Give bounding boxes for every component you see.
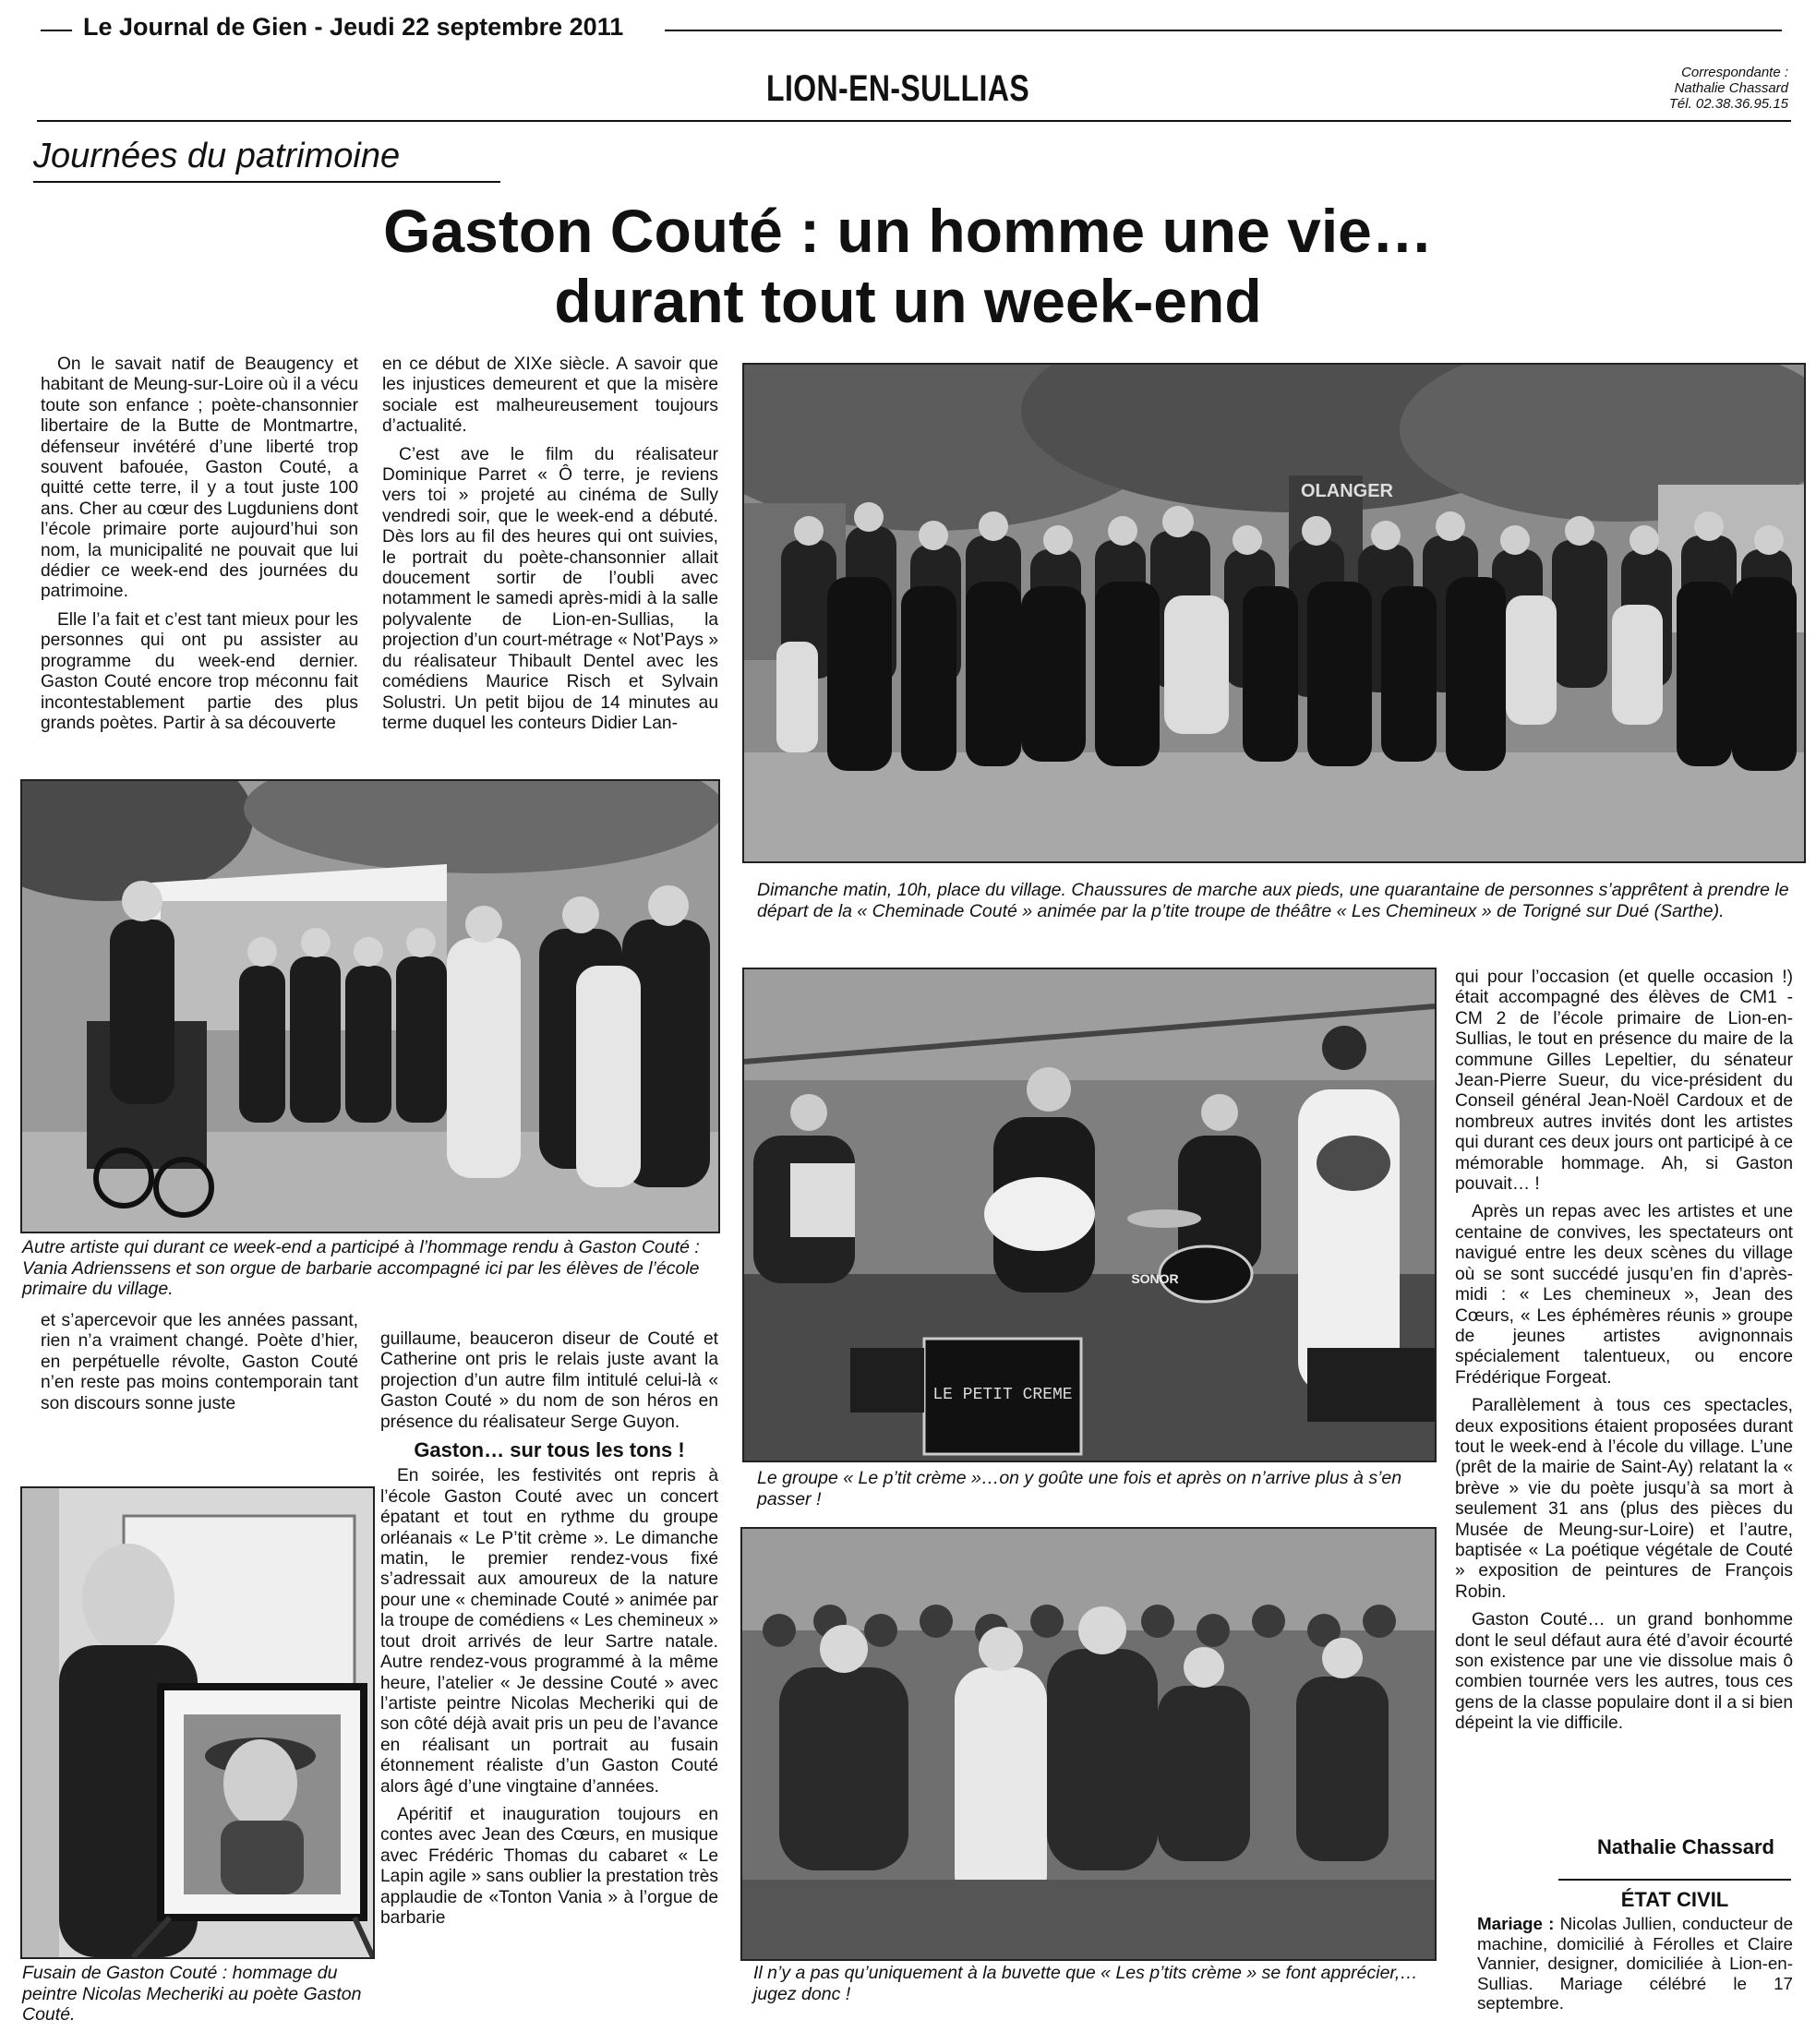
paragraph: C’est ave le film du réalisateur Dominique Parret « Ô terre, je reviens vers toi » projeté au cinéma de Sully vendredi soir, que le week-end a débuté. Dès lors au fil des heures qui ont suivies, le portrait du poète-chansonnier allait doucement sortir de l’oubli avec notamment le samedi après-midi à la salle polyvalente de Lion-en-Sullias, la projection d’un court-métrage « Not’Pays » du réalisateur Thibault Dentel avec les comédiens Maurice Risch et Sylvain Solustri. Un petit bijou de 14 minutes au terme duquel les conteurs Didier Lan- [382,444,718,733]
paragraph: en ce début de XIXe siècle. A savoir que les injustices demeurent et que la misère sociale est malheureusement toujours d’actualité. [382,355,718,437]
headline [0,196,1816,336]
paragraph: En soirée, les festivités ont repris à l’école Gaston Couté avec un concert épatant et tout en rythme du groupe orléanais « Le P’tit crème ». Le dimanche matin, le premier rendez-vous fixé s’adressait aux amoureux de la nature pour une « cheminade Couté » animée par la troupe de comédiens « Les chemineux » tout droit arrivés de leur Sartre natale. Autre rendez-vous programmé à la même heure, l’atelier « Je dessine Couté » avec l’artiste peintre Nicolas Mecheriki qui de son côté déjà avait pris un peu de l’avance en réalisant un portrait au fusain étonnement réaliste d’un Gaston Couté alors âgé d’une vingtaine d’années. [380,1466,718,1797]
photo-audience [740,1527,1437,1961]
photo-band [742,968,1437,1462]
photo-group-image [744,365,1804,861]
caption-charcoal-portrait: Fusain de Gaston Couté : hommage du peintre Nicolas Mecheriki au poète Gaston Couté. [22,1963,362,2025]
etat-civil-label: Mariage : [1477,1914,1555,1933]
masthead-text: Le Journal de Gien - Jeudi 22 septembre 2011 [83,13,624,41]
drum-brand: SONOR [1131,1271,1179,1286]
kicker-rule [33,181,500,183]
caption-organ-grinder: Autre artiste qui durant ce week-end a participé à l’hommage rendu à Gaston Couté : Vania Adrienssens et son orgue de barbarie accompagné ici par les élèves de l’école primaire du village. [22,1237,700,1299]
headline-line-2: durant tout un week-end [554,267,1262,335]
paragraph: On le savait natif de Beaugency et habitant de Meung-sur-Loire où il a vécu toute son enfance ; poète-chansonnier libertaire de la Butte de Montmartre, défenseur invétéré d’une liberté trop souvent bafouée, Gaston Couté, a quitté cette terre, il y a tout juste 100 ans. Cher au cœur des Lugduniens dont l’école primaire porte aujourd’hui son nom, la municipalité ne pouvait que lui dédier ce week-end des journées du patrimoine. [41,355,358,602]
section-title: LION-EN-SULLIAS [766,68,1030,109]
article-col1-mid [41,1311,358,1414]
etat-civil-text [1477,1914,1793,2014]
paragraph: Gaston Couté… un grand bonhomme dont le seul défaut aura été d’avoir écourté son existence par une vie dissolue mais ô combien tournée vers les autres, tous ces gens de la classe populaire dont il a si bien dépeint la vie difficile. [1455,1610,1793,1734]
correspondent-phone: Tél. 02.38.36.95.15 [1668,96,1788,112]
photo-organ-grinder [20,779,720,1233]
photo-charcoal-portrait [20,1486,375,1959]
photo-portrait-image [22,1488,373,1957]
article-col2-bottom [380,1329,718,1929]
paragraph: Apéritif et inauguration toujours en contes avec Jean des Cœurs, en musique avec Frédéric Thomas du cabaret « Le Lapin agile » sans oublier la prestation très applaudie de «Tonton Vania » à l’orgue de barbarie [380,1804,718,1928]
photo-audience-image [742,1529,1435,1959]
correspondent-box [1669,65,1788,112]
etat-civil-title: ÉTAT CIVIL [1620,1888,1729,1911]
masthead [41,13,1795,50]
masthead-rule-right [665,30,1782,31]
etat-civil-rule [1558,1879,1791,1881]
headline-line-1: Gaston Couté : un homme une vie… [383,197,1433,265]
paragraph: et s’apercevoir que les années passant, rien n’a vraiment changé. Poète d’hier, en perpétuelle révolte, Gaston Couté n’en reste pas moins contemporain tant son discours sonne juste [41,1311,358,1413]
subheading: Gaston… sur tous les tons ! [414,1438,685,1462]
photo-band-image [744,969,1435,1461]
correspondent-name: Nathalie Chassard [1674,80,1788,96]
photo-organ-image [22,781,718,1232]
article-col2-top [382,355,718,734]
article-col4 [1455,968,1793,1735]
paragraph: Parallèlement à tous ces spectacles, deux expositions étaient proposées durant tout le week-end à l’école du village. L’une (prêt de la mairie de Saint-Ay) relatant la « brève » vie du poète jusqu’à sa mort à seulement 31 ans (plus des pièces du Musée de Meung-sur-Loire) et l’autre, baptisée « La poétique végétale de Couté » exposition de peintures de François Robin. [1455,1396,1793,1602]
band-sign: LE PETIT CREME [932,1386,1073,1404]
article-col1-top [41,355,358,734]
caption-band: Le groupe « Le p’tit crème »…on y goûte une fois et après on n’arrive plus à s’en passer ! [757,1468,1402,1509]
masthead-rule-left [41,30,72,31]
caption-group-square: Dimanche matin, 10h, place du village. Chaussures de marche aux pieds, une quarantaine de personnes s’apprêtent à prendre le départ de la « Cheminade Couté » animée par la p’tite troupe de théâtre « Les Chemineux » de Torigné sur Dué (Sarthe). [757,880,1789,921]
shop-sign: OLANGER [1301,481,1393,501]
caption-audience: Il n’y a pas qu’uniquement à la buvette que « Les p’tits crème » se font apprécier,… jugez donc ! [753,1963,1418,2004]
section-rule [37,120,1791,122]
correspondent-label: Correspondante : [1681,65,1788,80]
paragraph: Elle l’a fait et c’est tant mieux pour les personnes qui ont pu assister au programme du week-end dernier. Gaston Couté encore trop méconnu fait incontestablement partie des plus grands poètes. Partir à sa découverte [41,609,358,733]
author-signature: Nathalie Chassard [1597,1835,1774,1858]
paragraph: Après un repas avec les artistes et une centaine de convives, les spectateurs ont navigué entre les deux scènes du village où se sont succédé jusqu’en fin d’après-midi : « Les chemineux », Jean des Cœurs, « Les éphémères réunis » groupe de jeunes artistes avignonnais spécialement talentueux, ou encore Frédérique Forgeat. [1455,1202,1793,1388]
etat-civil-body: Nicolas Jullien, conducteur de machine, domicilié à Férolles et Claire Vannier, designer, domiciliée à Lion-en-Sullias. Mariage célébré le 17 septembre. [1477,1914,1794,2013]
paragraph: qui pour l’occasion (et quelle occasion !) était accompagné des élèves de CM1 - CM 2 de l’école primaire de Lion-en-Sullias, le tout en présence du maire de la commune Gilles Lepeltier, du sénateur Jean-Pierre Sueur, du vice-président du Conseil général Jean-Noël Cardoux et de nombreux autres invités dont les artistes qui durant ces deux jours ont participé à ce mémorable hommage. Ah, si Gaston pouvait… ! [1455,968,1793,1195]
photo-group-square [742,363,1806,863]
kicker: Journées du patrimoine [33,137,401,175]
paragraph: guillaume, beauceron diseur de Couté et Catherine ont pris le relais juste avant la projection d’un autre film intitulé celui-là « Gaston Couté » du nom de son héros en présence du réalisateur Serge Guyon. [380,1329,718,1432]
